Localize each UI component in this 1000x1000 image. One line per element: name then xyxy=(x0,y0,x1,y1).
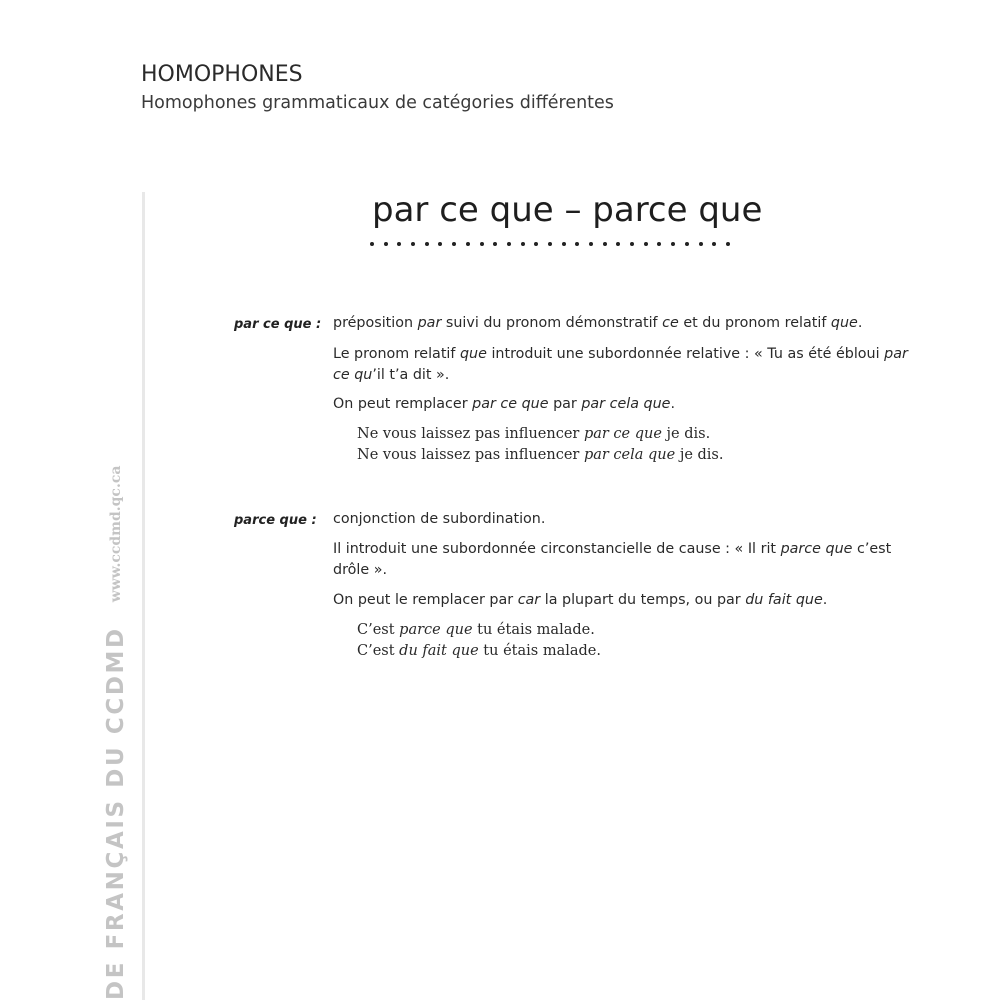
italic-text: du fait que xyxy=(745,592,823,608)
text: la plupart du temps, ou par xyxy=(540,592,746,608)
dot xyxy=(562,242,566,246)
italic-text: par cela que xyxy=(583,447,676,463)
dot xyxy=(589,242,593,246)
text: tu étais malade. xyxy=(472,622,595,638)
dot xyxy=(466,242,470,246)
dot xyxy=(411,242,415,246)
text: Il introduit une subordonnée circonstancielle de cause : « Il rit xyxy=(333,541,781,557)
dot xyxy=(425,242,429,246)
example-sentence xyxy=(357,424,710,445)
dot xyxy=(671,242,675,246)
dot xyxy=(534,242,538,246)
text: Ne vous laissez pas influencer xyxy=(357,426,584,442)
text: . xyxy=(670,396,676,412)
example-sentence xyxy=(357,641,601,662)
text: tu étais malade. xyxy=(478,643,601,659)
text: C’est xyxy=(357,643,400,659)
italic-text: que xyxy=(459,346,487,362)
italic-text: du fait que xyxy=(399,643,479,659)
dot xyxy=(726,242,730,246)
italic-text: car xyxy=(517,592,541,608)
section-title: HOMOPHONES xyxy=(141,62,303,87)
dot xyxy=(521,242,525,246)
italic-text: par ce qu xyxy=(333,346,908,383)
dot xyxy=(575,242,579,246)
dot xyxy=(384,242,388,246)
example-sentence xyxy=(357,445,723,466)
dot xyxy=(507,242,511,246)
text: suivi du pronom démonstratif xyxy=(441,315,663,331)
text: je dis. xyxy=(675,447,724,463)
italic-text: par xyxy=(417,315,442,331)
entry-explanation xyxy=(333,344,913,386)
page-title: par ce que – parce que xyxy=(372,190,763,230)
dot xyxy=(616,242,620,246)
text: je dis. xyxy=(661,426,711,442)
entry-term-par-ce-que: par ce que : xyxy=(234,317,322,332)
entry-definition xyxy=(333,313,913,334)
entry-definition xyxy=(333,509,913,530)
dot xyxy=(685,242,689,246)
text: Ne vous laissez pas influencer xyxy=(357,447,584,463)
italic-text: parce que xyxy=(780,541,853,557)
text: préposition xyxy=(333,315,418,331)
section-subtitle: Homophones grammaticaux de catégories différentes xyxy=(141,93,614,113)
text: Le pronom relatif xyxy=(333,346,460,362)
dot xyxy=(603,242,607,246)
italic-text: par cela que xyxy=(581,396,671,412)
dot xyxy=(480,242,484,246)
italic-text: ce xyxy=(662,315,679,331)
dot xyxy=(699,242,703,246)
dot xyxy=(438,242,442,246)
text: et du pronom relatif xyxy=(678,315,831,331)
text: . xyxy=(822,592,828,608)
dot xyxy=(493,242,497,246)
italic-text: par ce que xyxy=(583,426,662,442)
text: . xyxy=(857,315,863,331)
dot xyxy=(397,242,401,246)
example-sentence xyxy=(357,620,595,641)
text: introduit une subordonnée relative : « Tu as été ébloui xyxy=(486,346,885,362)
entry-explanation xyxy=(333,539,913,581)
sidebar-brand: DE FRANÇAIS DU CCDMD xyxy=(103,626,129,1000)
sidebar-vertical-text xyxy=(103,466,129,1000)
italic-text: par ce que xyxy=(472,396,549,412)
dot xyxy=(630,242,634,246)
text: c’est drôle ». xyxy=(333,541,892,578)
vertical-divider xyxy=(142,192,145,1000)
sidebar-url: www.ccdmd.qc.ca xyxy=(108,465,124,603)
text: conjonction de subordination. xyxy=(333,511,546,527)
dot xyxy=(370,242,374,246)
dot xyxy=(712,242,716,246)
text: par xyxy=(548,396,582,412)
italic-text: parce que xyxy=(399,622,473,638)
entry-replacement xyxy=(333,394,913,415)
dot xyxy=(657,242,661,246)
text: C’est xyxy=(357,622,400,638)
entry-replacement xyxy=(333,590,913,611)
italic-text: que xyxy=(830,315,858,331)
entry-term-parce-que: parce que : xyxy=(234,513,317,528)
dot xyxy=(452,242,456,246)
dot xyxy=(548,242,552,246)
text: On peut le remplacer par xyxy=(333,592,518,608)
text: On peut remplacer xyxy=(333,396,473,412)
dotted-underline xyxy=(370,242,730,250)
text: ’il t’a dit ». xyxy=(372,367,450,383)
dot xyxy=(644,242,648,246)
